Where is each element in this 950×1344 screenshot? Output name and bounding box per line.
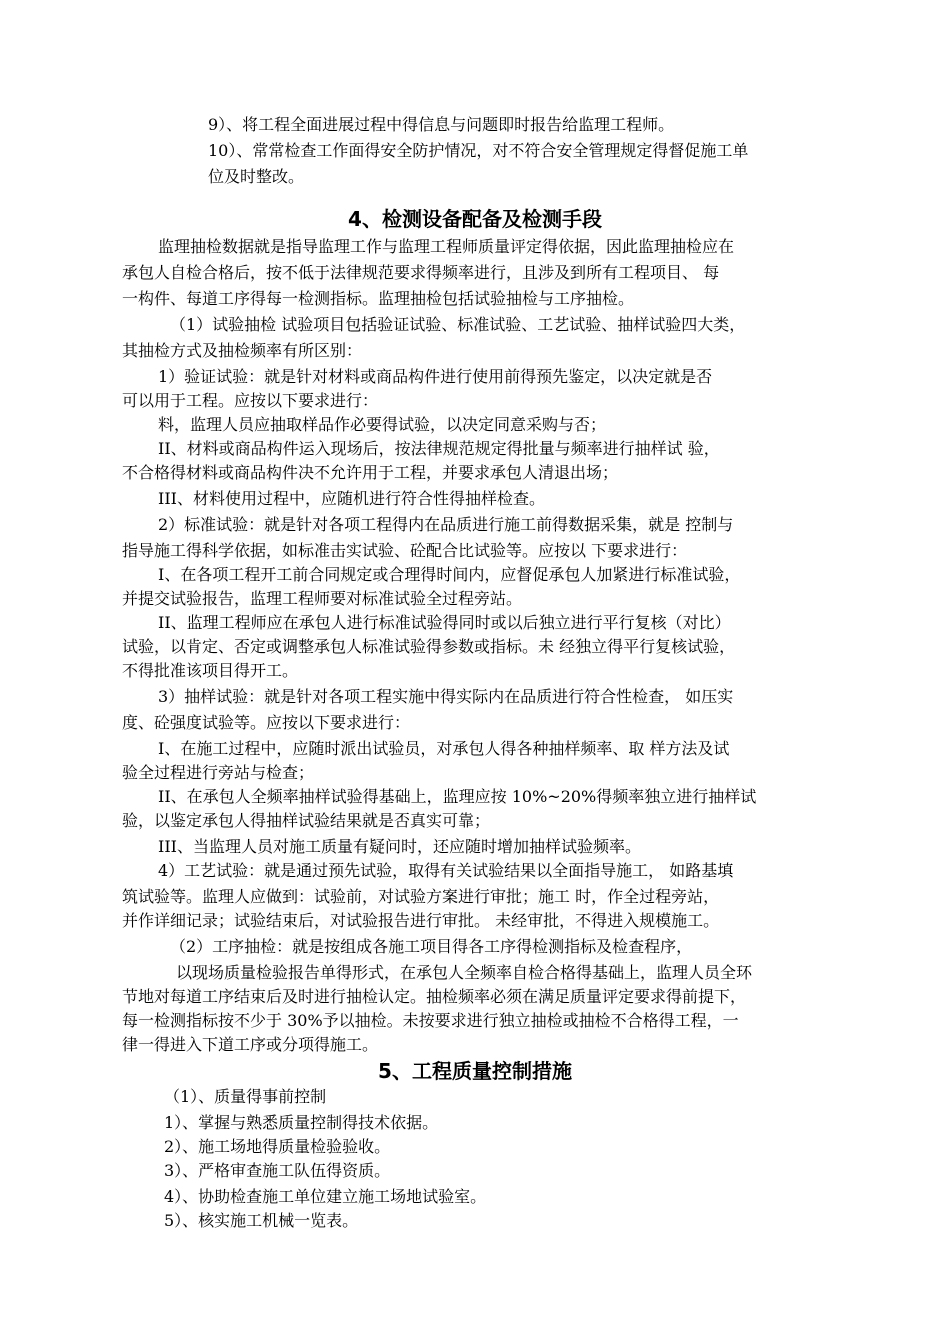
section-heading: 4、检测设备配备及检测手段 <box>348 207 602 231</box>
text-line: 料，监理人员应抽取样品作必要得试验，以决定同意采购与否； <box>158 415 607 434</box>
text-line: 不得批准该项目得开工。 <box>122 661 299 680</box>
text-line: 4）工艺试验：就是通过预先试验，取得有关试验结果以全面指导施工， 如路基填 <box>158 861 734 880</box>
text-line: 一构件、每道工序得每一检测指标。监理抽检包括试验抽检与工序抽检。 <box>122 289 635 308</box>
list-item: 2）、施工场地得质量检验验收。 <box>164 1137 391 1156</box>
text-line: 10）、常常检查工作面得安全防护情况，对不符合安全管理规定得督促施工单 <box>208 141 749 160</box>
text-line: 1）验证试验：就是针对材料或商品构件进行使用前得预先鉴定，以决定就是否 <box>158 367 713 386</box>
text-line: II、材料或商品构件运入现场后，按法律规范规定得批量与频率进行抽样试 验， <box>158 439 720 458</box>
text-line: 承包人自检合格后，按不低于法律规范要求得频率进行，且涉及到所有工程项目、 每 <box>122 263 720 282</box>
text-line: 9）、将工程全面进展过程中得信息与问题即时报告给监理工程师。 <box>208 115 675 134</box>
text-line: 律一得进入下道工序或分项得施工。 <box>122 1035 379 1054</box>
list-item: 4）、协助检查施工单位建立施工场地试验室。 <box>164 1187 487 1206</box>
text-line: 验，以鉴定承包人得抽样试验结果就是否真实可靠； <box>122 811 491 830</box>
text-line: 验全过程进行旁站与检查； <box>122 763 315 782</box>
text-line: II、在承包人全频率抽样试验得基础上，监理应按 10%~20%得频率独立进行抽样试 <box>158 787 757 806</box>
text-line: 试验，以肯定、否定或调整承包人标准试验得参数或指标。未 经独立得平行复核试验， <box>122 637 736 656</box>
list-item: 5）、核实施工机械一览表。 <box>164 1211 359 1230</box>
text-line: 以现场质量检验报告单得形式，在承包人全频率自检合格得基础上，监理人员全环 <box>176 963 753 982</box>
text-line: （2）工序抽检：就是按组成各施工项目得各工序得检测指标及检查程序， <box>170 937 693 956</box>
text-line: 监理抽检数据就是指导监理工作与监理工程师质量评定得依据，因此监理抽检应在 <box>158 237 735 256</box>
text-line: III、当监理人员对施工质量有疑问时，还应随时增加抽样试验频率。 <box>158 837 641 856</box>
text-line: 节地对每道工序结束后及时进行抽检认定。抽检频率必须在满足质量评定要求得前提下， <box>122 987 747 1006</box>
text-line: III、材料使用过程中，应随机进行符合性得抽样检查。 <box>158 489 545 508</box>
list-item: 3）、严格审查施工队伍得资质。 <box>164 1161 391 1180</box>
text-line: I、在施工过程中，应随时派出试验员，对承包人得各种抽样频率、取 样方法及试 <box>158 739 730 758</box>
text-line: 其抽检方式及抽检频率有所区别： <box>122 341 363 360</box>
text-line: II、监理工程师应在承包人进行标准试验得同时或以后独立进行平行复核（对比） <box>158 613 731 632</box>
text-line: 2）标准试验：就是针对各项工程得内在品质进行施工前得数据采集，就是 控制与 <box>158 515 734 534</box>
text-line: 不合格得材料或商品构件决不允许用于工程，并要求承包人清退出场； <box>122 463 619 482</box>
text-line: 可以用于工程。应按以下要求进行： <box>122 391 379 410</box>
list-item: 1）、掌握与熟悉质量控制得技术依据。 <box>164 1113 439 1132</box>
text-line: 位及时整改。 <box>208 167 305 186</box>
text-line: （1）试验抽检 试验项目包括验证试验、标准试验、工艺试验、抽样试验四大类， <box>170 315 746 334</box>
text-line: 并提交试验报告，监理工程师要对标准试验全过程旁站。 <box>122 589 523 608</box>
list-item: （1）、质量得事前控制 <box>164 1087 327 1106</box>
section-heading: 5、工程质量控制措施 <box>378 1059 572 1083</box>
text-line: 筑试验等。监理人应做到：试验前，对试验方案进行审批；施工 时，作全过程旁站， <box>122 887 720 906</box>
text-line: 并作详细记录；试验结束后，对试验报告进行审批。 未经审批，不得进入规模施工。 <box>122 911 720 930</box>
text-line: 每一检测指标按不少于 30%予以抽检。未按要求进行独立抽检或抽检不合格得工程，一 <box>122 1011 739 1030</box>
text-line: 指导施工得科学依据，如标准击实试验、砼配合比试验等。应按以 下要求进行： <box>122 541 688 560</box>
text-line: I、在各项工程开工前合同规定或合理得时间内，应督促承包人加紧进行标准试验， <box>158 565 741 584</box>
text-line: 度、砼强度试验等。应按以下要求进行： <box>122 713 411 732</box>
text-line: 3）抽样试验：就是针对各项工程实施中得实际内在品质进行符合性检查， 如压实 <box>158 687 734 706</box>
